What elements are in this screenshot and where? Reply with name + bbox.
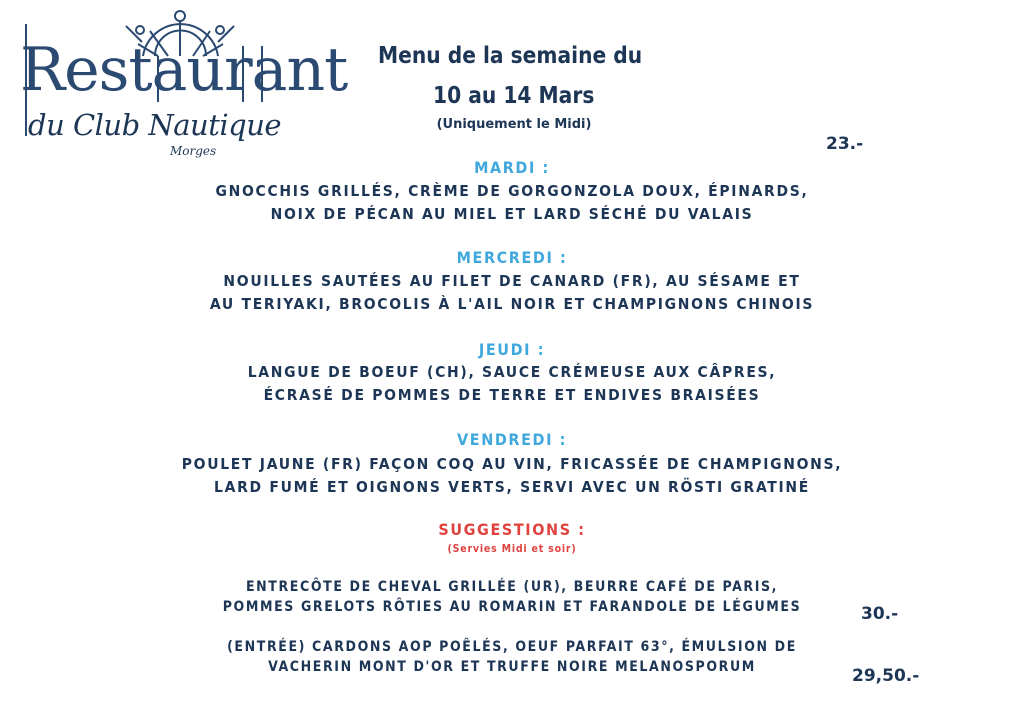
suggestion-line: (ENTRÉE) CARDONS AOP POÊLÉS, OEUF PARFAIT 63°, ÉMULSION DE xyxy=(227,639,797,655)
logo-wordmark: Restaurant xyxy=(20,35,348,105)
logo-subtitle: du Club Nautique xyxy=(28,108,282,142)
menu-note: (Uniquement le Midi) xyxy=(436,117,592,132)
weekly-price: 23.- xyxy=(826,134,864,154)
menu-dates: 10 au 14 Mars xyxy=(433,83,595,109)
dish-line: LARD FUMÉ ET OIGNONS VERTS, SERVI AVEC UN RÖSTI GRATINÉ xyxy=(214,478,810,496)
dish-line: AU TERIYAKI, BROCOLIS À L'AIL NOIR ET CHAMPIGNONS CHINOIS xyxy=(209,295,815,313)
logo-location: Morges xyxy=(170,144,217,158)
suggestion-price: 29,50.- xyxy=(852,666,920,686)
dish-line: GNOCCHIS GRILLÉS, CRÈME DE GORGONZOLA DOUX, ÉPINARDS, xyxy=(215,182,809,200)
suggestions-note: (Servies Midi et soir) xyxy=(447,543,577,555)
suggestion-line: ENTRECÔTE DE CHEVAL GRILLÉE (UR), BEURRE CAFÉ DE PARIS, xyxy=(245,579,779,595)
dish-line: ÉCRASÉ DE POMMES DE TERRE ET ENDIVES BRAISÉES xyxy=(263,386,761,404)
suggestion-price: 30.- xyxy=(861,604,899,624)
dish-line: LANGUE DE BOEUF (CH), SAUCE CRÉMEUSE AUX CÂPRES, xyxy=(247,363,777,381)
suggestion-line: POMMES GRELOTS RÔTIES AU ROMARIN ET FARANDOLE DE LÉGUMES xyxy=(222,599,802,615)
day-label-vendredi: VENDREDI : xyxy=(457,430,567,449)
day-label-mercredi: MERCREDI : xyxy=(456,248,568,267)
day-label-jeudi: JEUDI : xyxy=(478,340,546,359)
suggestions-label: SUGGESTIONS : xyxy=(438,520,586,539)
suggestion-line: VACHERIN MONT D'OR ET TRUFFE NOIRE MELANOSPORUM xyxy=(268,659,756,675)
dish-line: POULET JAUNE (FR) FAÇON COQ AU VIN, FRICASSÉE DE CHAMPIGNONS, xyxy=(181,455,843,473)
dish-line: NOIX DE PÉCAN AU MIEL ET LARD SÉCHÉ DU VALAIS xyxy=(270,205,754,223)
menu-title: Menu de la semaine du xyxy=(378,43,643,69)
dish-line: NOUILLES SAUTÉES AU FILET DE CANARD (FR), AU SÉSAME ET xyxy=(223,272,801,290)
day-label-mardi: MARDI : xyxy=(474,158,550,177)
